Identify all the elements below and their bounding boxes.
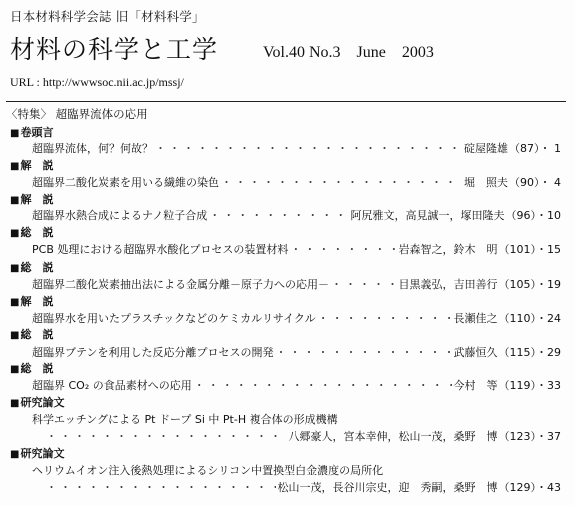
section-label: ■総 説 — [10, 328, 54, 341]
leader-dots — [46, 428, 287, 444]
entry-authors: 堀 照夫 — [464, 176, 508, 189]
entry-authors: 松山一茂，長谷川宗史，迎 秀嗣，桑野 博 — [277, 481, 498, 494]
toc-entry[interactable] — [32, 140, 561, 156]
leader-dots — [290, 241, 396, 257]
entry-pages: （129）・43 — [498, 481, 561, 494]
section-label: ■解 説 — [10, 159, 54, 172]
toc-entry[interactable] — [44, 479, 561, 495]
section-label: ■解 説 — [10, 193, 54, 206]
section-label: ■卷頭言 — [10, 126, 54, 139]
leader-dots — [209, 207, 348, 223]
entry-pages: （101）・15 — [498, 243, 561, 256]
paper-title[interactable]: 科学エッチングによる Pt ドープ Si 中 Pt-H 複合体の形成機構 — [32, 413, 338, 426]
entry-title: 超臨界 CO₂ の食品素材への応用 — [32, 379, 192, 392]
entry-title: 超臨界二酸化炭素を用いる繊維の染色 — [32, 176, 219, 189]
section-label: ■総 説 — [10, 261, 54, 274]
leader-dots — [194, 377, 452, 393]
entry-pages: （119）・33 — [498, 379, 561, 392]
feature-heading: 〈特集〉 超臨界流体の応用 — [6, 107, 148, 121]
entry-authors: 碇屋隆雄 — [464, 142, 508, 155]
paper-title[interactable]: ヘリウムイオン注入後熱処理によるシリコン中置換型白金濃度の局所化 — [32, 464, 384, 477]
journal-url: URL : http://wwwsoc.nii.ac.jp/mssj/ — [10, 75, 184, 89]
entry-title: 超臨界流体，何？何故？ — [32, 142, 153, 155]
entry-title: 超臨界水を用いたプラスチックなどのケミカルリサイクル — [32, 312, 316, 325]
section-label: ■総 説 — [10, 226, 54, 239]
leader-dots — [46, 479, 276, 495]
entry-pages: （105）・19 — [498, 278, 561, 291]
section-label: ■解 説 — [10, 295, 54, 308]
entry-pages: （90）・ 4 — [509, 176, 561, 189]
toc-entry[interactable] — [32, 310, 561, 326]
entry-title: 超臨界二酸化炭素抽出法による金属分離－原子力への応用－ — [32, 278, 329, 291]
volume-issue: Vol.40 No.3 June 2003 — [263, 44, 434, 61]
leader-dots — [221, 174, 462, 190]
journal-old-name: 日本材料科学会誌 旧「材料科学」 — [10, 9, 205, 24]
section-label: ■研究論文 — [10, 447, 65, 460]
toc-entry[interactable] — [32, 344, 561, 360]
entry-authors: 武藤恒久 — [453, 346, 498, 359]
entry-authors: 長瀬佳之 — [453, 312, 498, 325]
entry-authors: 岩森智之，鈴木 明 — [398, 243, 498, 256]
toc-entry[interactable] — [32, 276, 561, 292]
toc-entry[interactable] — [32, 241, 561, 257]
entry-authors: 八郷豪人，宮本幸伸，松山一茂，桑野 博 — [288, 430, 498, 443]
toc-entry[interactable] — [44, 428, 561, 444]
toc-entry[interactable] — [32, 207, 561, 223]
section-label: ■研究論文 — [10, 396, 65, 409]
entry-pages: （87）・ 1 — [509, 142, 561, 155]
entry-authors: 今村 等 — [453, 379, 498, 392]
leader-dots — [275, 344, 451, 360]
entry-pages: （96）・10 — [505, 209, 561, 222]
entry-authors: 阿尻雅文，高見誠一，塚田隆夫 — [350, 209, 505, 222]
leader-dots — [318, 310, 452, 326]
entry-pages: （110）・24 — [498, 312, 561, 325]
toc-entry[interactable] — [32, 377, 561, 393]
entry-title: PCB 処理における超臨界水酸化プロセスの装置材料 — [32, 243, 289, 256]
entry-title: 超臨界ブテンを利用した反応分離プロセスの開発 — [32, 346, 274, 359]
section-label: ■総 説 — [10, 362, 54, 375]
entry-pages: （123）・37 — [498, 430, 561, 443]
leader-dots — [331, 276, 397, 292]
leader-dots — [155, 140, 462, 156]
entry-title: 超臨界水熱合成によるナノ粒子合成 — [32, 209, 208, 222]
entry-authors: 目黒義弘，吉田善行 — [398, 278, 498, 291]
journal-title: 材料の科学と工学 — [10, 35, 219, 64]
toc-entry[interactable] — [32, 174, 561, 190]
entry-pages: （115）・29 — [498, 346, 561, 359]
header-divider — [6, 101, 566, 102]
